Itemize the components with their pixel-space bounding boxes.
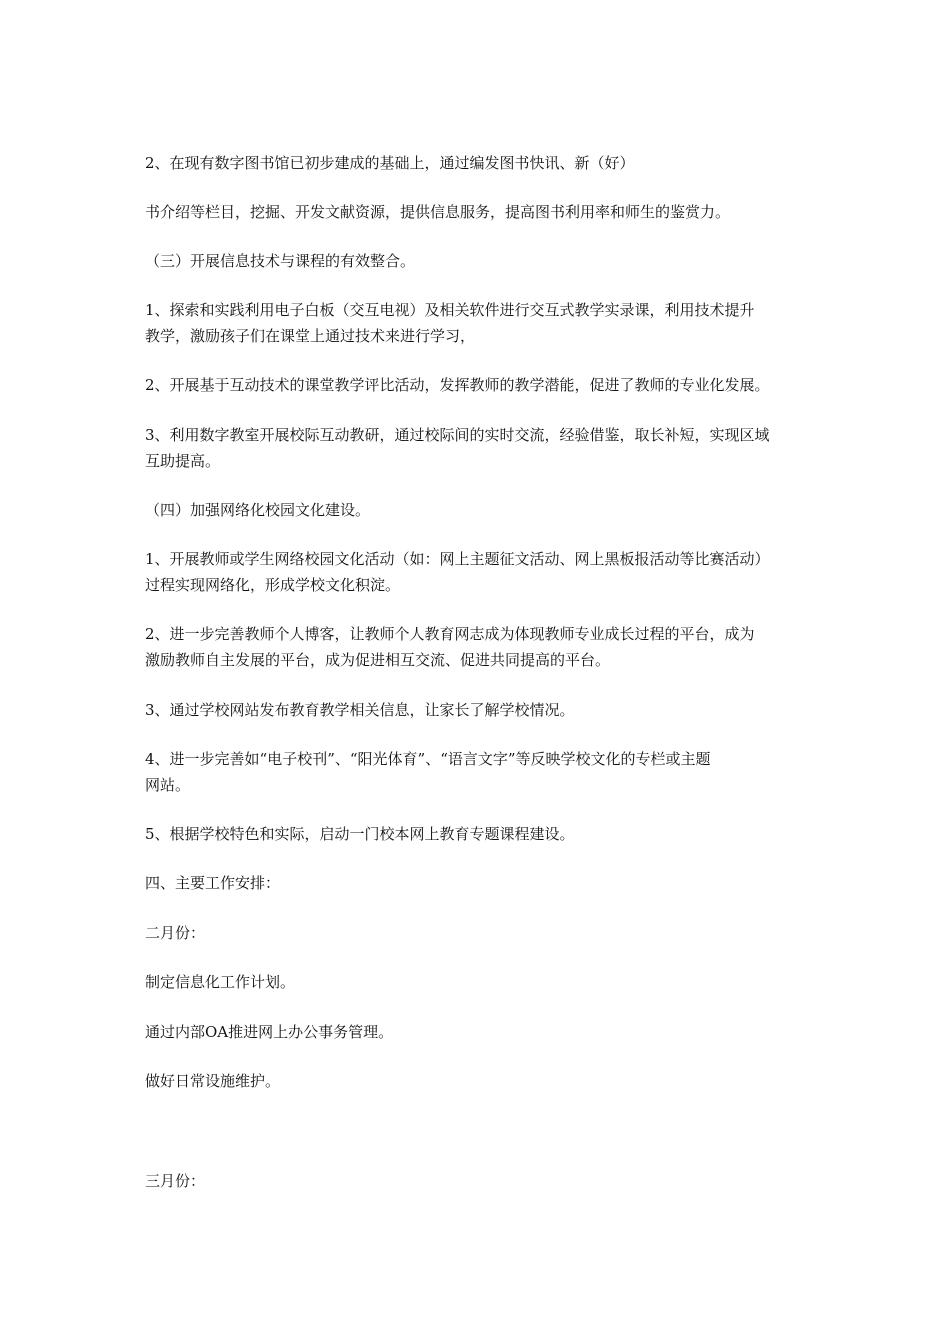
- paragraph-line: 书介绍等栏目，挖掘、开发文献资源，提供信息服务，提高图书利用率和师生的鉴赏力。: [145, 203, 731, 221]
- paragraph-line: 教学，激励孩子们在课堂上通过技术来进行学习，: [145, 327, 476, 345]
- paragraph-oa-office: [145, 1019, 825, 1045]
- paragraph-line: 互助提高。: [145, 452, 221, 470]
- paragraph-line: 1、探索和实践利用电子白板（交互电视）及相关软件进行交互式教学实录课，利用技术提升: [145, 301, 755, 319]
- paragraph-line: 四、主要工作安排：: [145, 874, 281, 892]
- paragraph-line: 2、在现有数字图书馆已初步建成的基础上，通过编发图书快讯、新（好）: [145, 154, 635, 172]
- paragraph-plan: [145, 969, 825, 995]
- section-heading-main-work: [145, 870, 825, 896]
- paragraph-line: 3、通过学校网站发布教育教学相关信息，让家长了解学校情况。: [145, 701, 575, 719]
- paragraph-digital-library: [145, 150, 825, 176]
- paragraph-teaching-competition: [145, 372, 825, 398]
- paragraph-line: 二月份：: [145, 924, 206, 942]
- paragraph-digital-classroom: [145, 422, 825, 474]
- paragraph-online-course: [145, 821, 825, 847]
- paragraph-special-columns: [145, 746, 825, 798]
- paragraph-line: 激励教师自主发展的平台，成为促进相互交流、促进共同提高的平台。: [145, 651, 611, 669]
- paragraph-whiteboard: [145, 297, 825, 349]
- paragraph-teacher-blog: [145, 621, 825, 673]
- paragraph-book-intro: [145, 199, 825, 225]
- month-heading-march: [145, 1168, 825, 1194]
- paragraph-line: 制定信息化工作计划。: [145, 973, 296, 991]
- paragraph-line: （四）加强网络化校园文化建设。: [145, 501, 371, 519]
- paragraph-line: 1、开展教师或学生网络校园文化活动（如：网上主题征文活动、网上黑板报活动等比赛活动）: [145, 550, 770, 568]
- paragraph-line: 通过内部OA推进网上办公事务管理。: [145, 1023, 394, 1041]
- paragraph-line: 做好日常设施维护。: [145, 1072, 281, 1090]
- paragraph-campus-culture: [145, 546, 825, 598]
- section-heading-3: [145, 248, 825, 274]
- paragraph-line: （三）开展信息技术与课程的有效整合。: [145, 252, 416, 270]
- paragraph-line: 5、根据学校特色和实际，启动一门校本网上教育专题课程建设。: [145, 825, 575, 843]
- month-heading-february: [145, 920, 825, 946]
- paragraph-line: 2、进一步完善教师个人博客，让教师个人教育网志成为体现教师专业成长过程的平台，成为: [145, 625, 755, 643]
- paragraph-line: 2、开展基于互动技术的课堂教学评比活动，发挥教师的教学潜能，促进了教师的专业化发展。: [145, 376, 770, 394]
- paragraph-line: 过程实现网络化，形成学校文化积淀。: [145, 576, 401, 594]
- paragraph-school-website: [145, 697, 825, 723]
- paragraph-line: 三月份：: [145, 1172, 206, 1190]
- section-heading-4: [145, 497, 825, 523]
- paragraph-maintenance: [145, 1068, 825, 1094]
- paragraph-line: 4、进一步完善如“电子校刊”、“阳光体育”、“语言文字”等反映学校文化的专栏或主题: [145, 750, 711, 768]
- paragraph-line: 3、利用数字教室开展校际互动教研，通过校际间的实时交流，经验借鉴，取长补短，实现区域: [145, 426, 770, 444]
- paragraph-line: 网站。: [145, 776, 191, 794]
